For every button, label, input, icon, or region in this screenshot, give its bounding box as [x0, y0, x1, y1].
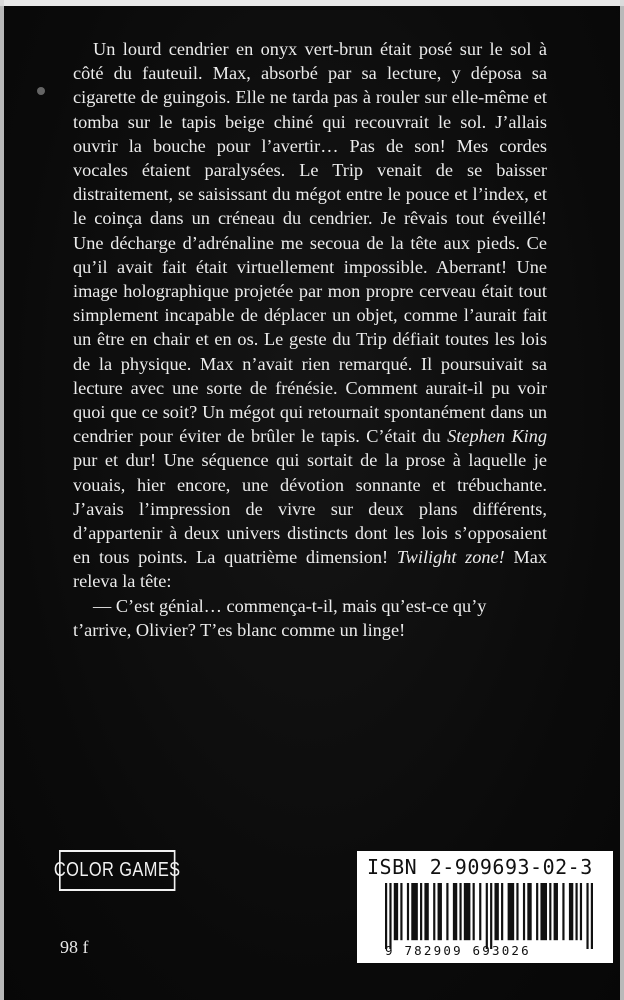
- barcode-bars: [385, 883, 593, 949]
- price-label: 98 f: [60, 937, 89, 957]
- blurb-text: [73, 37, 547, 642]
- publisher-logo-box: [53, 850, 181, 891]
- barcode-label: [357, 851, 613, 963]
- cover-scuff-mark: [37, 87, 45, 95]
- isbn-text: ISBN 2-909693-02-3: [367, 855, 593, 879]
- publisher-logo-text: COLOR GAMES: [53, 859, 181, 881]
- blurb-run-italic-twilight-zone: Twilight zone!: [396, 547, 505, 568]
- blurb-dialog: — C’est génial… commença-t-il, mais qu’est-ce qu’y t’arrive, Olivier? T’es blanc comme un linge!: [73, 595, 487, 640]
- scan-edge-left: [0, 0, 4, 1000]
- blurb-run-3: Max releva la tête:: [73, 547, 547, 592]
- blurb-run-italic-stephen-king: Stephen King: [447, 426, 547, 447]
- ean-digits: 9 782909 693026: [385, 943, 531, 958]
- blurb-run-1: Un lourd cendrier en onyx vert-brun était posé sur le sol à côté du fauteuil. Max, absorbé par sa lecture, y déposa sa cigarette de guingois. Elle ne tarda pas à rouler sur elle-même et tomba sur le tapis beige chiné qui recouvrait le sol. J’allais ouvrir la bouche pour l’avertir… Pas de son! Mes cordes vocales étaient paralysées. Le Trip venait de se baisser distraitement, se saisissant du mégot entre le pouce et l’index, et le coinça dans un créneau du cendrier. Je rêvais tout éveillé! Une décharge d’adrénaline me secoua de la tête aux pieds. Ce qu’il avait fait était virtuellement impossible. Aberrant! Une image holographique projetée par mon propre cerveau était tout simplement incapable de déplacer un objet, comme l’aurait fait un être en chair et en os. Le geste du Trip défiait toutes les lois de la physique. Max n’avait rien remarqué. Il poursuivait sa lecture avec une sorte de frénésie. Comment aurait-il pu voir quoi que ce soit? Un mégot qui retournait spontanément dans un cendrier pour éviter de brûler le tapis. C’était du: [73, 39, 547, 447]
- scan-edge-top: [0, 0, 624, 6]
- blurb-run-2: pur et dur! Une séquence qui sortait de la prose à laquelle je vouais, hier encore, une dévotion sonnante et trébuchante. J’avais l’impression de vivre sur deux plans différents, d’appartenir à deux univers distincts dont les lois s’opposaient en tous points. La quatrième dimension!: [73, 450, 547, 568]
- scan-edge-right: [620, 0, 624, 1000]
- blurb-paragraph: [73, 37, 547, 594]
